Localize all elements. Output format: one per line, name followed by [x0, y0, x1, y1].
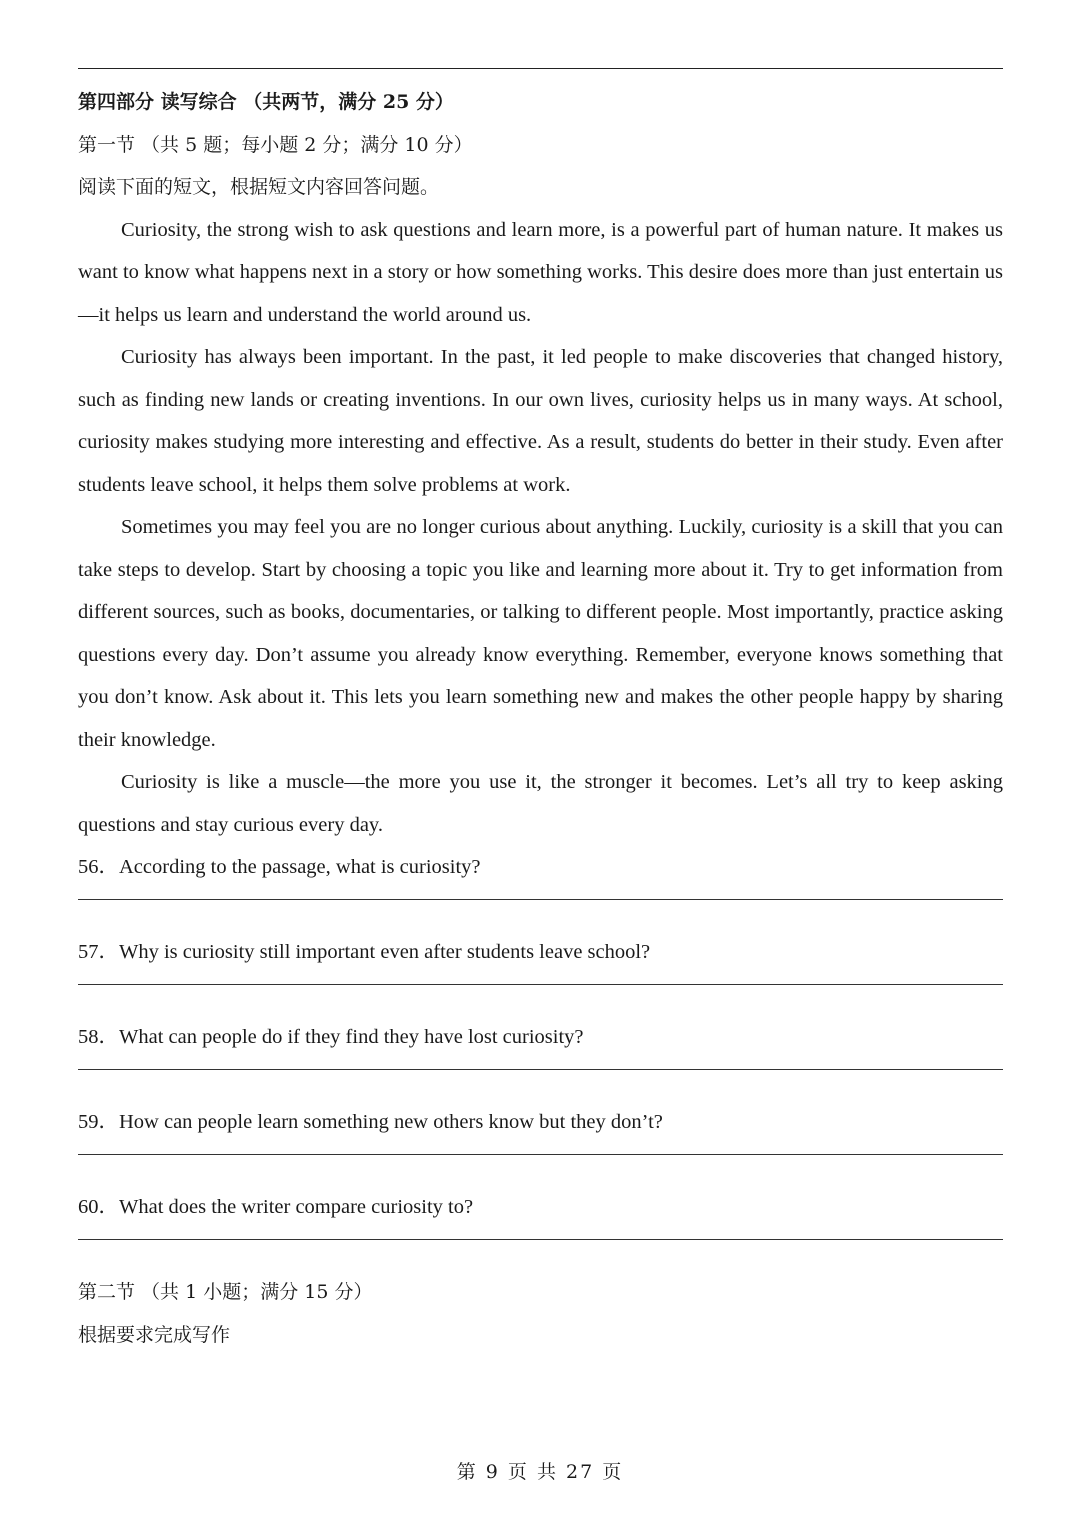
- content: [78, 81, 1003, 1356]
- passage: [78, 209, 1003, 847]
- answer-line-56[interactable]: [78, 889, 1003, 932]
- question-58: 58．What can people do if they find they have lost curiosity?: [78, 1026, 584, 1048]
- passage-paragraph-2: Curiosity has always been important. In the past, it led people to make discoveries that changed history, such as finding new lands or creating inventions. In our own lives, curiosity helps us in many ways. At school, curiosity makes studying more interesting and effective. As a result, students do better in their study. Even after students leave school, it helps them solve problems at work.: [78, 346, 1003, 496]
- top-rule: [78, 68, 1003, 69]
- question-list: [78, 846, 1003, 1271]
- passage-paragraph-4: Curiosity is like a muscle—the more you use it, the stronger it becomes. Let’s all try to keep asking questions and stay curious every day.: [78, 771, 1003, 836]
- answer-line-59[interactable]: [78, 1144, 1003, 1187]
- section2-title: 第二节 （共 1 小题；满分 15 分）: [78, 1281, 373, 1303]
- answer-line-58[interactable]: [78, 1059, 1003, 1102]
- section1-title: 第一节 （共 5 题；每小题 2 分；满分 10 分）: [78, 133, 473, 156]
- section2-instruction: 根据要求完成写作: [78, 1323, 231, 1346]
- part-title: 第四部分 读写综合 （共两节，满分 25 分）: [78, 91, 454, 113]
- page-number: 第 9 页 共 27 页: [456, 1461, 624, 1483]
- question-60: 60．What does the writer compare curiosity to?: [78, 1196, 474, 1218]
- answer-line-60[interactable]: [78, 1229, 1003, 1272]
- passage-paragraph-1: Curiosity, the strong wish to ask questions and learn more, is a powerful part of human nature. It makes us want to know what happens next in a story or how something works. This desire does more than just entertain us—it helps us learn and understand the world around us.: [78, 218, 1003, 326]
- passage-paragraph-3: Sometimes you may feel you are no longer curious about anything. Luckily, curiosity is a skill that you can take steps to develop. Start by choosing a topic you like and learning more about it. Try to get information from different sources, such as books, documentaries, or talking to different people. Most importantly, practice asking questions every day. Don’t assume you already know everything. Remember, everyone knows something that you don’t know. Ask about it. This lets you learn something new and makes the other people happy by sharing their knowledge.: [78, 516, 1003, 751]
- question-57: 57．Why is curiosity still important even after students leave school?: [78, 941, 651, 963]
- question-56: 56．According to the passage, what is curiosity?: [78, 856, 481, 878]
- section1-instruction: 阅读下面的短文，根据短文内容回答问题。: [78, 176, 440, 198]
- question-59: 59．How can people learn something new others know but they don’t?: [78, 1111, 663, 1133]
- answer-line-57[interactable]: [78, 974, 1003, 1017]
